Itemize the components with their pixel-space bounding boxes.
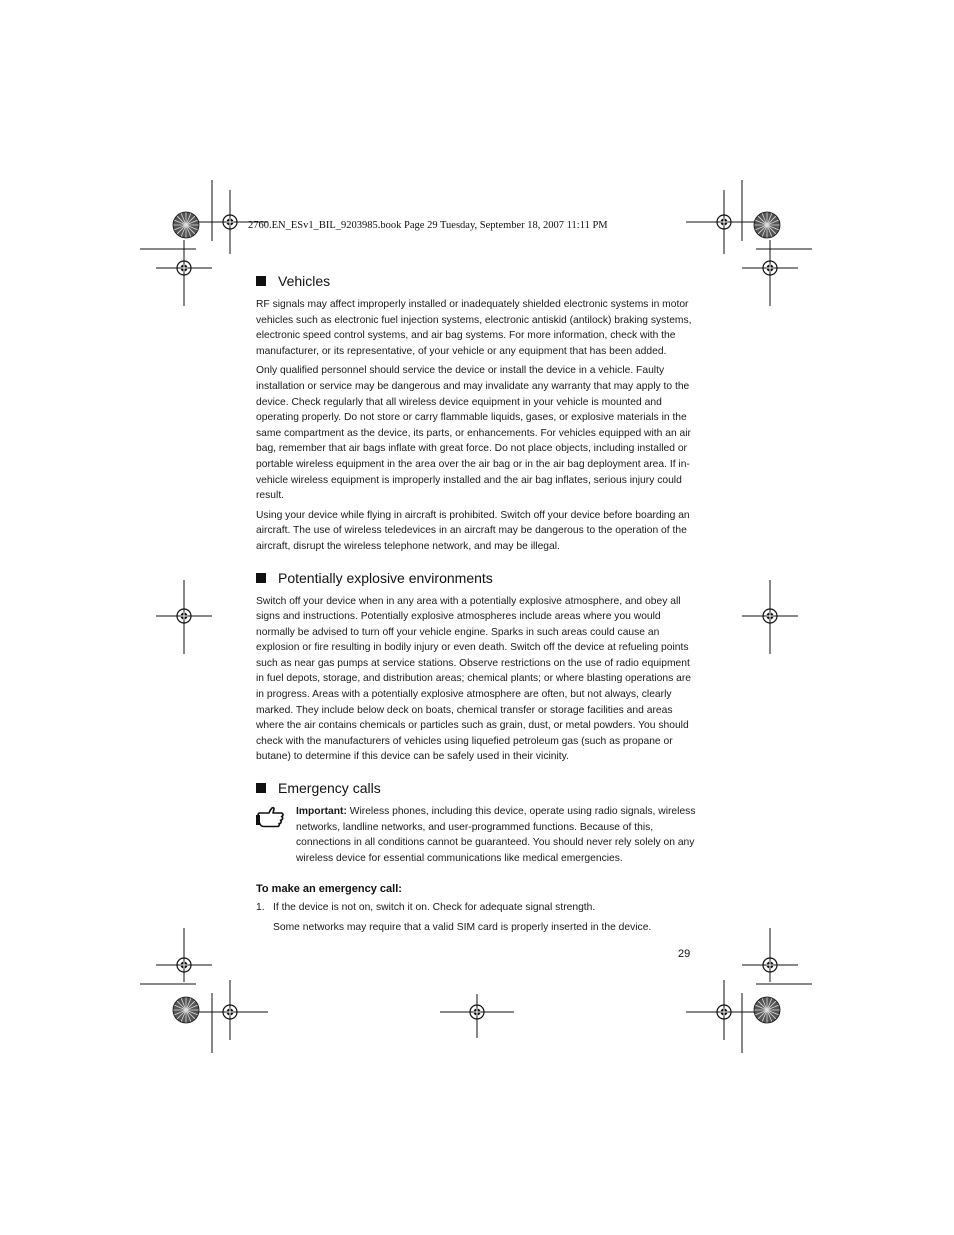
section-explosive-environments [256,567,696,766]
step-note: Some networks may require that a valid SIM card is properly inserted in the device. [273,922,652,933]
print-file-header: 2760.EN_ESv1_BIL_9203985.book Page 29 Tuesday, September 18, 2007 11:11 PM [248,220,608,231]
notice-text [296,804,696,866]
paragraph: RF signals may affect improperly installed or inadequately shielded electronic systems in motor vehicles such as electronic fuel injection systems, electronic antiskid (antilock) braking systems, electronic speed control systems, and air bag systems. For more information, check with the manufacturer, or its representative, of your vehicle or any equipment that has been added. [256,299,692,357]
paragraph: Only qualified personnel should service the device or install the device in a vehicle. Faulty installation or service may be dangerous and may invalidate any warranty that may apply to the device. Check regularly that all wireless device equipment in your vehicle is mounted and operating properly. Do not store or carry flammable liquids, gases, or explosive materials in the same compartment as the device, its parts, or enhancements. For vehicles equipped with an air bag, remember that air bags inflate with great force. Do not place objects, including installed or portable wireless equipment in the area over the air bag or in the air bag deployment area. If in-vehicle wireless equipment is improperly installed and the air bag inflates, serious injury could result. [256,365,691,502]
section-title [256,777,696,799]
section-title-text: Emergency calls [278,780,381,797]
step-number: 1. [256,902,265,914]
section-vehicles [256,270,696,555]
page-number: 29 [678,948,691,960]
page-content [256,270,696,948]
square-bullet-icon [256,783,266,793]
paragraph: Using your device while flying in aircraft is prohibited. Switch off your device before boarding an aircraft. The use of wireless teledevices in an aircraft may be dangerous to the operation of the aircraft, disrupt the wireless telephone network, and may be illegal. [256,509,690,552]
subheading: To make an emergency call: [256,883,402,896]
hand-pointing-icon [256,806,286,828]
square-bullet-icon [256,573,266,583]
important-text: Wireless phones, including this device, operate using radio signals, wireless networks, landline networks, and user-programmed functions. Because of this, connections in all conditions cannot be guaranteed. You should never rely solely on any wireless device for essential communications like medical emergencies. [296,806,696,864]
square-bullet-icon [256,276,266,286]
list-item [256,900,696,916]
step-text: If the device is not on, switch it on. Check for adequate signal strength. [273,902,596,914]
important-label: Important: [296,806,347,818]
section-title [256,270,696,292]
section-title-text: Vehicles [278,273,331,289]
section-title-text: Potentially explosive environments [278,569,493,586]
section-title [256,567,696,589]
section-emergency-calls [256,777,696,936]
important-notice [256,804,696,866]
paragraph: Switch off your device when in any area with a potentially explosive atmosphere, and obey all signs and instructions. Potentially explosive atmospheres include areas where you would normally be advised to turn off your vehicle engine. Sparks in such areas could cause an explosion or fire resulting in bodily injury or even death. Switch off the device at refueling points such as near gas pumps at service stations. Observe restrictions on the use of radio equipment in fuel depots, storage, and distribution areas; chemical plants; or where blasting operations are in progress. Areas with a potentially explosive atmosphere are often, but not always, clearly marked. They include below deck on boats, chemical transfer or storage facilities and areas where the air contains chemicals or particles such as grain, dust, or metal powders. You should check with the manufacturers of vehicles using liquefied petroleum gas (such as propane or butane) to determine if this device can be safely used in their vicinity. [256,595,692,763]
